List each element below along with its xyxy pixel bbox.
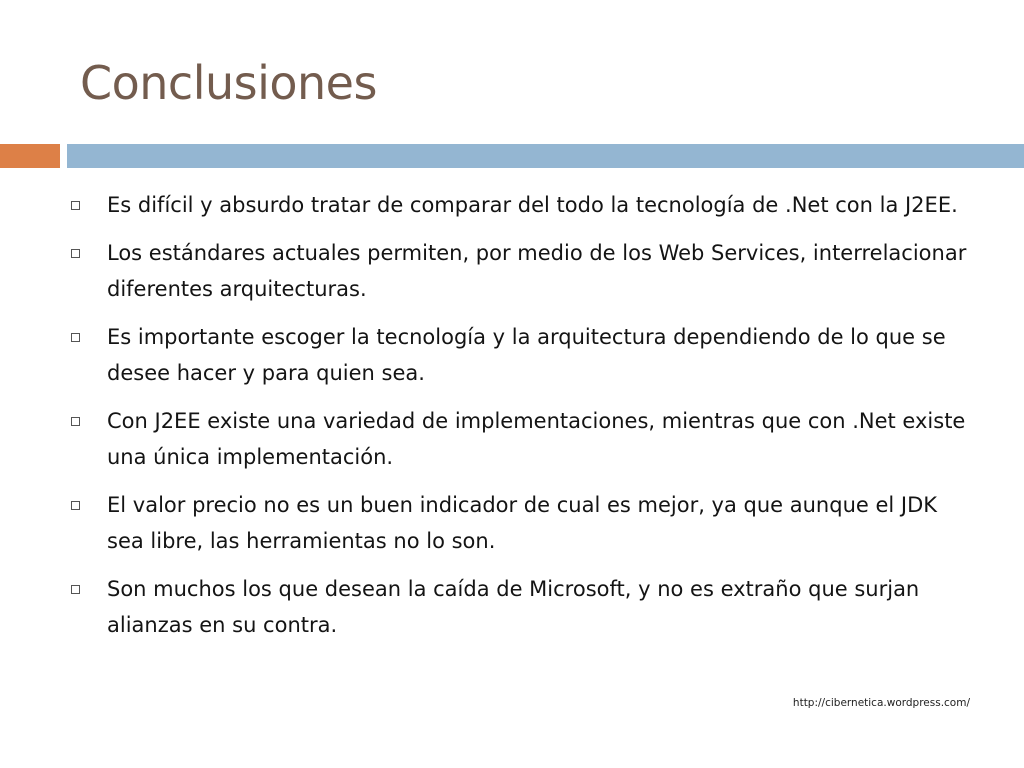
slide-title: Conclusiones xyxy=(80,56,377,110)
bullet-item xyxy=(70,187,980,224)
bullet-item xyxy=(70,403,980,476)
accent-band-blue xyxy=(67,144,1024,168)
bullet-list xyxy=(70,187,980,655)
bullet-text: Los estándares actuales permiten, por medio de los Web Services, interrelacionar diferentes arquitecturas. xyxy=(107,240,980,301)
accent-band-orange xyxy=(0,144,60,168)
bullet-text: Son muchos los que desean la caída de Microsoft, y no es extraño que surjan alianzas en su contra. xyxy=(107,576,920,637)
hollow-square-bullet-icon xyxy=(71,417,80,426)
hollow-square-bullet-icon xyxy=(71,585,80,594)
bullet-item xyxy=(70,319,980,392)
bullet-text: Es difícil y absurdo tratar de comparar del todo la tecnología de .Net con la J2EE. xyxy=(107,193,958,217)
source-link[interactable]: http://cibernetica.wordpress.com/ xyxy=(792,697,970,709)
bullet-text: Es importante escoger la tecnología y la arquitectura dependiendo de lo que se desee hacer y para quien sea. xyxy=(107,324,946,385)
bullet-item xyxy=(70,487,980,560)
hollow-square-bullet-icon xyxy=(71,201,80,210)
bullet-text: El valor precio no es un buen indicador de cual es mejor, ya que aunque el JDK sea libre, las herramientas no lo son. xyxy=(107,492,938,553)
bullet-item xyxy=(70,235,980,308)
bullet-text: Con J2EE existe una variedad de implementaciones, mientras que con .Net existe una única implementación. xyxy=(107,408,966,469)
hollow-square-bullet-icon xyxy=(71,501,80,510)
hollow-square-bullet-icon xyxy=(71,333,80,342)
bullet-item xyxy=(70,571,980,644)
hollow-square-bullet-icon xyxy=(71,249,80,258)
